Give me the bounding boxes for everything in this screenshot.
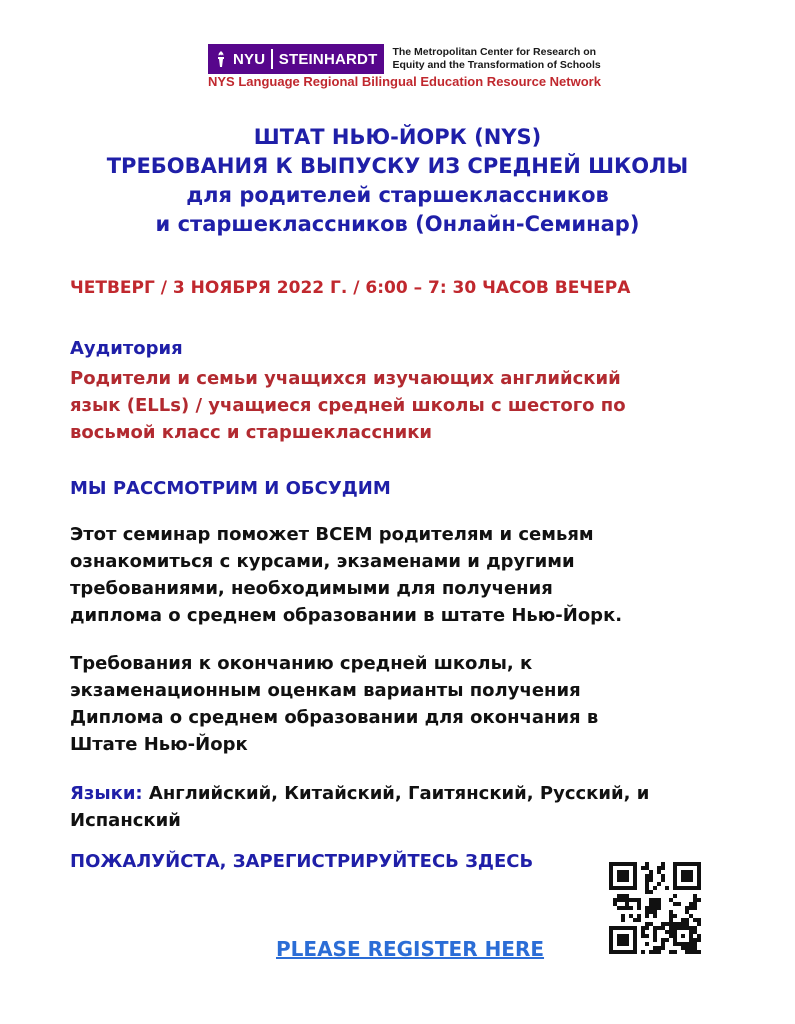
register-link[interactable]: PLEASE REGISTER HERE <box>276 937 545 961</box>
languages-line-1 <box>70 780 649 807</box>
title-line-2: ТРЕБОВАНИЯ К ВЫПУСКУ ИЗ СРЕДНЕЙ ШКОЛЫ <box>106 154 689 178</box>
description-line-4: диплома о среднем образовании в штате Нью-Йорк. <box>70 605 623 626</box>
title-line-4: и старшеклассников (Онлайн-Семинар) <box>155 212 640 236</box>
audience-line-1: Родители и семьи учащихся изучающих английский <box>70 368 621 389</box>
seminar-description <box>70 521 760 629</box>
qr-code-icon[interactable] <box>609 862 701 954</box>
flyer-title <box>40 123 755 239</box>
network-name: NYS Language Regional Bilingual Education Resource Network <box>208 74 601 89</box>
requirements-text <box>70 650 760 758</box>
requirements-line-3: Диплома о среднем образовании для окончания в <box>70 707 599 728</box>
audience-line-3: восьмой класс и старшеклассники <box>70 422 433 443</box>
nyu-steinhardt-wordmark <box>208 44 384 74</box>
languages-list: Английский, Китайский, Гаитянский, Русский, и <box>142 783 650 804</box>
logo-nyu-text: NYU <box>233 50 266 68</box>
languages-label: Языки: <box>70 783 143 804</box>
description-line-2: ознакомиться с курсами, экзаменами и другими <box>70 551 575 572</box>
metro-center-name <box>392 44 600 74</box>
metro-center-line-2: Equity and the Transformation of Schools <box>392 59 601 71</box>
audience-line-2: язык (ELLs) / учащиеся средней школы с шестого по <box>70 395 626 416</box>
logo-steinhardt-text: STEINHARDT <box>278 50 378 68</box>
nyu-torch-icon <box>215 50 227 68</box>
discuss-heading: МЫ РАССМОТРИМ И ОБСУДИМ <box>70 478 391 499</box>
register-heading: ПОЖАЛУЙСТА, ЗАРЕГИСТРИРУЙТЕСЬ ЗДЕСЬ <box>70 851 534 872</box>
description-line-1: Этот семинар поможет ВСЕМ родителям и семьям <box>70 524 594 545</box>
requirements-line-2: экзаменационным оценкам варианты получения <box>70 680 581 701</box>
steinhardt-logo <box>208 44 601 74</box>
logo-divider <box>271 49 273 69</box>
audience-label: Аудитория <box>70 338 183 359</box>
title-line-3: для родителей старшеклассников <box>186 183 609 207</box>
languages-line-2: Испанский <box>70 810 181 831</box>
requirements-line-1: Требования к окончанию средней школы, к <box>70 653 533 674</box>
requirements-line-4: Штате Нью-Йорк <box>70 734 248 755</box>
metro-center-line-1: The Metropolitan Center for Research on <box>392 46 597 58</box>
title-line-1: ШТАТ НЬЮ-ЙОРК (NYS) <box>253 125 542 149</box>
audience-text <box>70 365 750 446</box>
event-date: ЧЕТВЕРГ / 3 НОЯБРЯ 2022 Г. / 6:00 – 7: 30 ЧАСОВ ВЕЧЕРА <box>70 278 631 298</box>
languages <box>70 780 649 834</box>
description-line-3: требованиями, необходимыми для получения <box>70 578 553 599</box>
